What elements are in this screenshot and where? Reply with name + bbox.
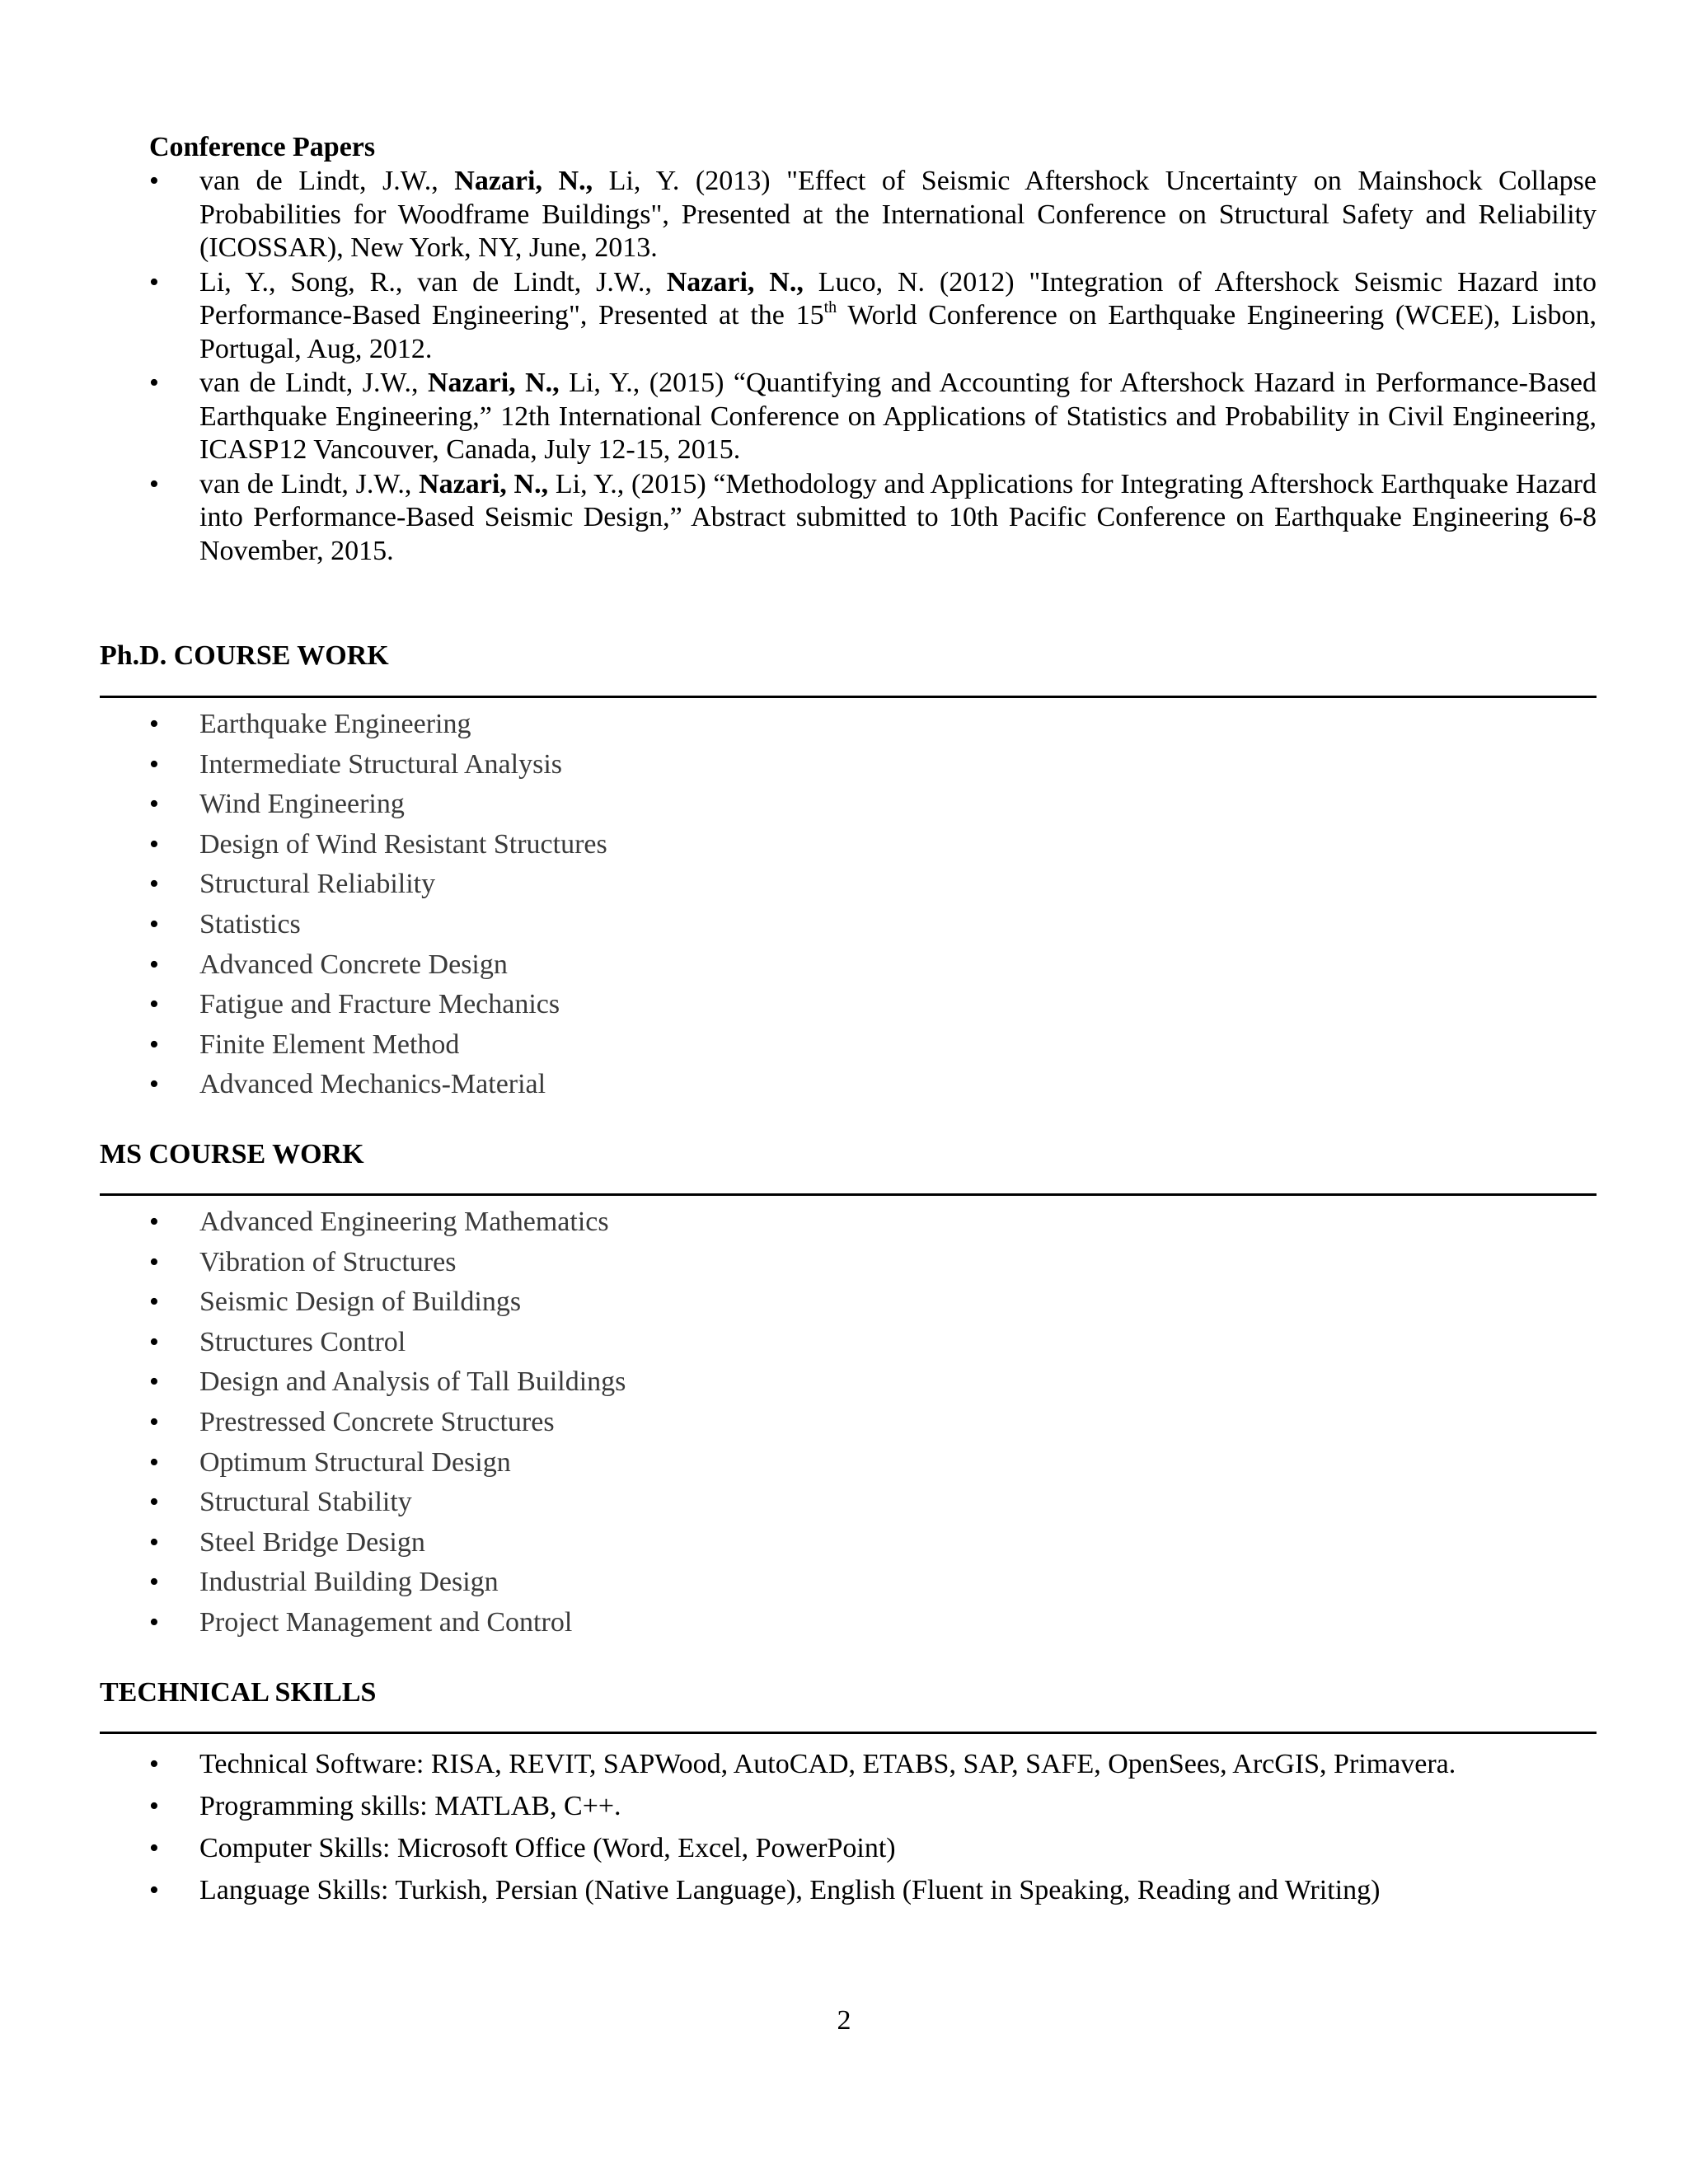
list-item: • Structural Reliability	[149, 865, 607, 905]
section-divider	[100, 1193, 1597, 1196]
list-item: • van de Lindt, J.W., Nazari, N., Li, Y., (2015) “Quantifying and Accounting for Aftershock Hazard in Performance-Based Earthquake Engineering,” 12th International Conference on Applications of Statistics and Probability in Civil Engineering, ICASP12 Vancouver, Canada, July 12-15, 2015.	[149, 367, 1597, 467]
list-item: • Statistics	[149, 905, 607, 945]
author-highlight: Nazari, N.,	[419, 468, 549, 499]
list-item: • Vibration of Structures	[149, 1243, 626, 1283]
ms-coursework-heading: MS COURSE WORK	[100, 1139, 364, 1169]
technical-skills-heading: TECHNICAL SKILLS	[100, 1677, 377, 1708]
list-item: • Structures Control	[149, 1323, 626, 1363]
list-item: • Computer Skills: Microsoft Office (Word, Excel, PowerPoint)	[149, 1827, 1616, 1869]
list-item: • Advanced Concrete Design	[149, 945, 607, 986]
list-item: • Earthquake Engineering	[149, 705, 607, 745]
list-item: • Advanced Engineering Mathematics	[149, 1202, 626, 1243]
conference-papers-heading: Conference Papers	[149, 132, 376, 162]
list-item: • Steel Bridge Design	[149, 1523, 626, 1563]
list-item: • Fatigue and Fracture Mechanics	[149, 985, 607, 1025]
page-number: 2	[837, 2005, 851, 2036]
list-item: • Li, Y., Song, R., van de Lindt, J.W., Nazari, N., Luco, N. (2012) "Integration of Aftershock Seismic Hazard into Performance-Based Engineering", Presented at the 15th World Conference on Earthquake Engineering (WCEE), Lisbon, Portugal, Aug, 2012.	[149, 266, 1597, 367]
list-item: • Language Skills: Turkish, Persian (Native Language), English (Fluent in Speaking, Reading and Writing)	[149, 1869, 1616, 1911]
list-item: • Prestressed Concrete Structures	[149, 1403, 626, 1443]
section-divider	[100, 696, 1597, 698]
list-item: • van de Lindt, J.W., Nazari, N., Li, Y., (2015) “Methodology and Applications for Integrating Aftershock Earthquake Hazard into Performance-Based Seismic Design,” Abstract submitted to 10th Pacific Conference on Earthquake Engineering 6-8 November, 2015.	[149, 468, 1597, 569]
list-item: • Intermediate Structural Analysis	[149, 745, 607, 785]
list-item: • van de Lindt, J.W., Nazari, N., Li, Y. (2013) "Effect of Seismic Aftershock Uncertainty on Mainshock Collapse Probabilities for Woodframe Buildings", Presented at the International Conference on Structural Safety and Reliability (ICOSSAR), New York, NY, June, 2013.	[149, 165, 1597, 265]
phd-coursework-heading: Ph.D. COURSE WORK	[100, 640, 389, 671]
section-divider	[100, 1732, 1597, 1734]
list-item: • Optimum Structural Design	[149, 1443, 626, 1483]
list-item: • Advanced Mechanics-Material	[149, 1065, 607, 1105]
list-item: • Seismic Design of Buildings	[149, 1282, 626, 1323]
list-item: • Programming skills: MATLAB, C++.	[149, 1785, 1616, 1827]
phd-coursework-list	[149, 705, 607, 1105]
list-item: • Structural Stability	[149, 1483, 626, 1523]
ms-coursework-list	[149, 1202, 626, 1643]
list-item: • Design of Wind Resistant Structures	[149, 825, 607, 865]
technical-skills-list	[149, 1743, 1616, 1911]
author-highlight: Nazari, N.,	[454, 166, 593, 196]
list-item: • Wind Engineering	[149, 785, 607, 825]
list-item: • Project Management and Control	[149, 1603, 626, 1643]
list-item: • Design and Analysis of Tall Buildings	[149, 1362, 626, 1403]
author-highlight: Nazari, N.,	[427, 368, 560, 398]
author-highlight: Nazari, N.,	[666, 266, 804, 298]
list-item: • Technical Software: RISA, REVIT, SAPWood, AutoCAD, ETABS, SAP, SAFE, OpenSees, ArcGIS, Primavera.	[149, 1743, 1616, 1785]
conference-papers-list	[149, 165, 1597, 569]
list-item: • Industrial Building Design	[149, 1563, 626, 1603]
list-item: • Finite Element Method	[149, 1025, 607, 1066]
